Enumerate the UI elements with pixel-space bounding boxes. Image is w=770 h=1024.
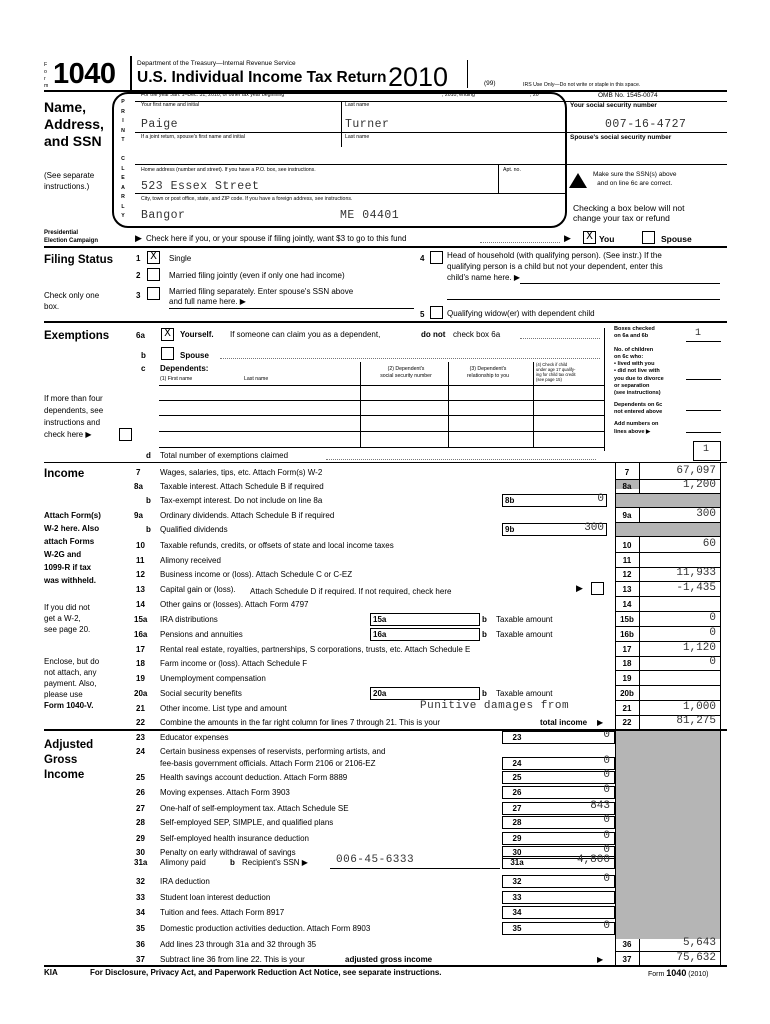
line-text: fee-basis government officials. Attach Form 2106 or 2106-EZ (160, 759, 376, 768)
box-number: 28 (512, 818, 522, 827)
line-number: b (482, 630, 487, 639)
row-rule (615, 596, 720, 597)
amount-37[interactable]: 75,632 (676, 952, 716, 964)
line-text: Self-employed SEP, SIMPLE, and qualified plans (160, 818, 334, 827)
tax-year-20: , 20 (530, 92, 539, 98)
box-number: 14 (622, 600, 632, 609)
line-text: Business income or (loss). Attach Schedule C or C-EZ (160, 570, 353, 579)
line-text: Taxable refunds, credits, or offsets of state and local income taxes (160, 541, 394, 550)
line-number: 7 (136, 468, 141, 477)
line-number: 9a (134, 511, 143, 520)
line-number: 20a (134, 689, 148, 698)
home-address-label: Home address (number and street). If you have a P.O. box, see instructions. (141, 167, 316, 173)
line-text: Taxable interest. Attach Schedule B if required (160, 482, 324, 491)
filing-status-note: Check only one box. (44, 291, 100, 311)
box-number: 9a (622, 511, 632, 520)
filing-widow-label: Qualifying widow(er) with dependent child (447, 309, 595, 318)
ssn-warning: Make sure the SSN(s) above and on line 6c are correct. (593, 171, 677, 187)
line-text: Other income. List type and amount (160, 704, 287, 713)
filing-joint-checkbox[interactable] (147, 268, 160, 281)
row-rule (615, 522, 720, 523)
line-number: 10 (136, 541, 145, 550)
box-number: 30 (512, 848, 522, 857)
box-number: 11 (622, 556, 632, 565)
box-number: 24 (512, 759, 522, 768)
amount-29[interactable]: 0 (603, 830, 610, 842)
line-number: 36 (136, 940, 145, 949)
line-text: Farm income or (loss). Attach Schedule F (160, 659, 308, 668)
presidential-arrow: ▶ (135, 233, 142, 243)
attach-forms-note: Attach Form(s) W-2 here. Also attach Forms W-2G and 1099-R if tax was withheld. (44, 511, 101, 585)
line-text: Certain business expenses of reservists, performing artists, and (160, 747, 386, 756)
line-number: 25 (136, 773, 145, 782)
capital-gain-checkbox[interactable] (591, 582, 604, 595)
amount-23[interactable]: 0 (603, 729, 610, 741)
line-number: b (482, 615, 487, 624)
filing-widow-checkbox[interactable] (430, 306, 443, 319)
line-text: Qualified dividends (160, 525, 228, 534)
form-title: U.S. Individual Income Tax Return (137, 69, 387, 86)
line-number: 13 (136, 585, 145, 594)
last-name-field[interactable]: Turner (345, 118, 390, 131)
inner-box-label: 20a (373, 689, 387, 698)
line-text: Pensions and annuities (160, 630, 243, 639)
clearly-letters: C L E A R L Y (121, 156, 125, 219)
row-rule (615, 536, 720, 537)
row-rule (615, 685, 720, 686)
form-code: (99) (484, 80, 496, 87)
recipient-ssn-label: Recipient's SSN ▶ (242, 858, 308, 867)
box-number: 10 (622, 541, 632, 550)
line-number: 27 (136, 804, 145, 813)
amount-22[interactable]: 81,275 (676, 715, 716, 727)
name-section-heading: Name, Address, and SSN (44, 99, 104, 149)
joint-first-name-label: If a joint return, spouse's first name and initial (141, 134, 245, 140)
line-text-bold: total income (540, 718, 588, 727)
line-number: 23 (136, 733, 145, 742)
row-rule (615, 493, 720, 494)
line-number: 32 (136, 877, 145, 886)
line-text: Tuition and fees. Attach Form 8917 (160, 908, 285, 917)
line-text: Educator expenses (160, 733, 229, 742)
arrow-icon: ▶ (576, 583, 583, 593)
amount-21[interactable]: 1,000 (682, 701, 716, 713)
filing-single-checkbox[interactable]: X (147, 251, 160, 264)
irs-use-only: IRS Use Only—Do not write or staple in this space. (523, 82, 641, 88)
inner-amount-box (370, 628, 480, 641)
line-number: 19 (136, 674, 145, 683)
amount-24[interactable]: 0 (603, 755, 610, 767)
arrow-icon: ▶ (597, 955, 604, 964)
home-address-field[interactable]: 523 Essex Street (141, 180, 260, 193)
inner-box-label: 15a (373, 615, 387, 624)
amount-26[interactable]: 0 (603, 784, 610, 796)
taxable-amount-label: Taxable amount (496, 689, 553, 698)
line-number: 37 (136, 955, 145, 964)
filing-hoh-label: Head of household (with qualifying person). (See instr.) If the (447, 251, 662, 260)
box-number: 13 (622, 585, 632, 594)
year-divider (467, 60, 468, 88)
line-number: 12 (136, 570, 145, 579)
line-number: 11 (136, 556, 145, 565)
spouse-ssn-label: Spouse's social security number (570, 134, 672, 141)
presidential-label: Presidential Election Campaign (44, 230, 99, 244)
first-name-field[interactable]: Paige (141, 118, 179, 131)
income-heading: Income (44, 468, 85, 480)
line-number: 30 (136, 848, 145, 857)
line-number: 15a (134, 615, 148, 624)
taxable-amount-label: Taxable amount (496, 615, 553, 624)
presidential-spouse-checkbox[interactable] (642, 231, 655, 244)
other-income-type[interactable]: Punitive damages from (420, 700, 570, 712)
recipient-ssn-value[interactable]: 006-45-6333 (336, 854, 415, 866)
line-number: 14 (136, 600, 145, 609)
box-number: 34 (512, 908, 522, 917)
box-number: 15b (620, 615, 634, 624)
state-zip-field[interactable]: ME 04401 (340, 209, 400, 222)
arrow-icon: ▶ (597, 718, 604, 727)
box-number: 27 (512, 804, 522, 813)
footer-notice: For Disclosure, Privacy Act, and Paperwork Reduction Act Notice, see separate instructions. (90, 968, 442, 977)
box-number: 22 (622, 718, 632, 727)
box-number: 19 (622, 674, 632, 683)
city-field[interactable]: Bangor (141, 209, 186, 222)
amount-17[interactable]: 1,120 (682, 642, 716, 654)
box-number: 8a (622, 482, 632, 491)
tax-year: 2010 (388, 62, 449, 92)
amount-35[interactable]: 0 (603, 920, 610, 932)
box-number: 29 (512, 834, 522, 843)
line-text: Self-employed health insurance deduction (160, 834, 309, 843)
box-number: 37 (622, 955, 632, 964)
amount-15b[interactable]: 0 (709, 612, 716, 624)
line-number: 31a (134, 858, 148, 867)
box-number: 12 (622, 570, 632, 579)
exemption-spouse-checkbox[interactable] (161, 347, 174, 360)
name-address-box (112, 92, 567, 228)
line-text: Rental real estate, royalties, partnerships, S corporations, trusts, etc. Attach Schedule E (160, 645, 471, 654)
box-number: 36 (622, 940, 632, 949)
line-text: Health savings account deduction. Attach Form 8889 (160, 773, 348, 782)
presidential-you-checkbox[interactable]: X (583, 231, 596, 244)
amount-36[interactable]: 5,643 (682, 937, 716, 949)
line-text: Domestic production activities deduction. Attach Form 8903 (160, 924, 371, 933)
line-text: Social security benefits (160, 689, 242, 698)
line-text: Alimony paid (160, 858, 206, 867)
form-label: F o r m (44, 62, 49, 89)
line-number: 35 (136, 924, 145, 933)
box-number: 25 (512, 773, 522, 782)
dependents-note: If more than four dependents, see instructions and check here ▶ (44, 394, 104, 439)
last-name-label: Last name (345, 102, 370, 108)
inner-box-label: 16a (373, 630, 387, 639)
apt-label: Apt. no. (503, 167, 521, 173)
box-number: 21 (622, 704, 632, 713)
box-number: 23 (512, 733, 522, 742)
amount-27[interactable]: 843 (590, 800, 610, 812)
amount-12[interactable]: 11,933 (676, 567, 716, 579)
amount-9a[interactable]: 300 (696, 508, 716, 520)
filing-hoh-checkbox[interactable] (430, 251, 443, 264)
line-number: b (230, 858, 235, 867)
ssn-rule (330, 868, 500, 869)
exemptions-right-notes: Boxes checked on 6a and 6b No. of children on 6c who: • lived with you • did not live with you due to divorce or separation (see instructions) Dependents on 6c not entered above Add numbers on lines above ▶ (614, 326, 664, 435)
first-name-label: Your first name and initial (141, 102, 200, 108)
box-number: 20b (620, 689, 634, 698)
box-number: 18 (622, 659, 632, 668)
line-number: b (146, 496, 151, 505)
amount-16b[interactable]: 0 (709, 627, 716, 639)
line-number: 21 (136, 704, 145, 713)
filing-separate-checkbox[interactable] (147, 287, 160, 300)
no-w2-note: If you did not get a W-2, see page 20. (44, 603, 91, 634)
line-text: Student loan interest deduction (160, 893, 271, 902)
ssn-field[interactable]: 007-16-4727 (605, 118, 687, 131)
line-number: 18 (136, 659, 145, 668)
filing-separate-label: Married filing separately. Enter spouse's SSN above (169, 287, 354, 296)
box-number: 35 (512, 924, 522, 933)
line-number: 8a (134, 482, 143, 491)
line-text: Alimony received (160, 556, 221, 565)
line-text: Ordinary dividends. Attach Schedule B if required (160, 511, 335, 520)
footer-kia: KIA (44, 968, 58, 977)
line-text: Capital gain or (loss). (160, 585, 236, 594)
line-text: Wages, salaries, tips, etc. Attach Form(s) W-2 (160, 468, 323, 477)
total-exemptions-value[interactable]: 1 (703, 444, 710, 455)
line-number: b (482, 689, 487, 698)
inner-amount-value[interactable]: 0 (597, 493, 604, 505)
presidential-you-label: You (599, 234, 615, 244)
enclose-note: Enclose, but do not attach, any payment. Also, please use Form 1040-V. (44, 657, 100, 710)
line-text: Unemployment compensation (160, 674, 266, 683)
line-number: 34 (136, 908, 145, 917)
filing-joint-label: Married filing jointly (even if only one had income) (169, 271, 345, 280)
agi-heading: Adjusted Gross Income (44, 739, 94, 781)
boxes-checked-value[interactable]: 1 (695, 328, 702, 339)
form-number: 1040 (53, 58, 116, 90)
inner-box-label: 8b (505, 496, 515, 505)
print-letters: P R I N T (121, 99, 125, 143)
box-number: 32 (512, 877, 522, 886)
box-number: 16b (620, 630, 634, 639)
tax-year-ending: , 2010, ending (442, 92, 475, 98)
name-section-note: (See separate instructions.) (44, 171, 95, 191)
inner-amount-box (370, 613, 480, 626)
line-number: 29 (136, 834, 145, 843)
amount-28[interactable]: 0 (603, 814, 610, 826)
line-number: 28 (136, 818, 145, 827)
line-text: IRA deduction (160, 877, 210, 886)
joint-last-name-label: Last name (345, 134, 370, 140)
tax-year-line: For the year Jan. 1–Dec. 31, 2010, or other tax year beginning (141, 92, 285, 98)
department-line: Department of the Treasury—Internal Revenue Service (137, 60, 296, 67)
box-number: 7 (624, 468, 630, 477)
row-rule (615, 670, 720, 671)
line-number: 33 (136, 893, 145, 902)
line-text: One-half of self-employment tax. Attach Schedule SE (160, 804, 349, 813)
warning-icon (569, 173, 587, 188)
presidential-spouse-label: Spouse (661, 234, 692, 244)
line-number: 16a (134, 630, 148, 639)
line-text: Penalty on early withdrawal of savings (160, 848, 296, 857)
checking-note: Checking a box below will not change your tax or refund (573, 203, 685, 223)
line-number: 17 (136, 645, 145, 654)
line-text: Moving expenses. Attach Form 3903 (160, 788, 290, 797)
amount-25[interactable]: 0 (603, 769, 610, 781)
box-number: 26 (512, 788, 522, 797)
inner-amount-value[interactable]: 300 (584, 522, 604, 534)
filing-status-heading: Filing Status (44, 254, 113, 266)
line-text: Other gains or (losses). Attach Form 4797 (160, 600, 309, 609)
amount-32[interactable]: 0 (603, 873, 610, 885)
row-rule (615, 552, 720, 553)
inner-box-label: 9b (505, 525, 515, 534)
filing-single-label: Single (169, 254, 192, 263)
line-text-small: Attach Schedule D if required. If not required, check here (250, 587, 452, 596)
amount-31a[interactable]: 4,800 (576, 854, 610, 866)
box-number: 17 (622, 645, 632, 654)
amount-13[interactable]: -1,435 (676, 582, 716, 594)
inner-amount-box (370, 687, 480, 700)
line-text: Tax-exempt interest. Do not include on line 8a (160, 496, 323, 505)
line-number: 24 (136, 747, 145, 756)
amount-30[interactable]: 0 (603, 844, 610, 856)
amount-18[interactable]: 0 (709, 656, 716, 668)
amount-8a[interactable]: 1,200 (682, 479, 716, 491)
line-text-bold: adjusted gross income (345, 955, 433, 964)
line-text: Subtract line 36 from line 22. This is your (160, 955, 305, 964)
taxable-amount-label: Taxable amount (496, 630, 553, 639)
amount-10[interactable]: 60 (702, 538, 716, 550)
box-number: 33 (512, 893, 522, 902)
city-label: City, town or post office, state, and ZIP code. If you have a foreign address, see instructions. (141, 196, 353, 202)
line-text: Combine the amounts in the far right column for lines 7 through 21. This is your (160, 718, 440, 727)
line-text: IRA distributions (160, 615, 218, 624)
omb-number: OMB No. 1545-0074 (598, 92, 658, 99)
line-number: b (146, 525, 151, 534)
exemptions-heading: Exemptions (44, 330, 110, 342)
box-number: 31a (510, 858, 524, 867)
header-divider (130, 56, 132, 90)
line-number: 22 (136, 718, 145, 727)
line-text: Add lines 23 through 31a and 32 through 35 (160, 940, 317, 949)
presidential-text: Check here if you, or your spouse if filing jointly, want $3 to go to this fund (146, 234, 407, 243)
ssn-label: Your social security number (570, 102, 657, 109)
line-number: 26 (136, 788, 145, 797)
exemption-yourself-checkbox[interactable]: X (161, 328, 174, 341)
footer-form-ref: Form 1040 (2010) (648, 968, 709, 978)
amount-7[interactable]: 67,097 (676, 465, 716, 477)
more-dependents-checkbox[interactable] (119, 428, 132, 441)
